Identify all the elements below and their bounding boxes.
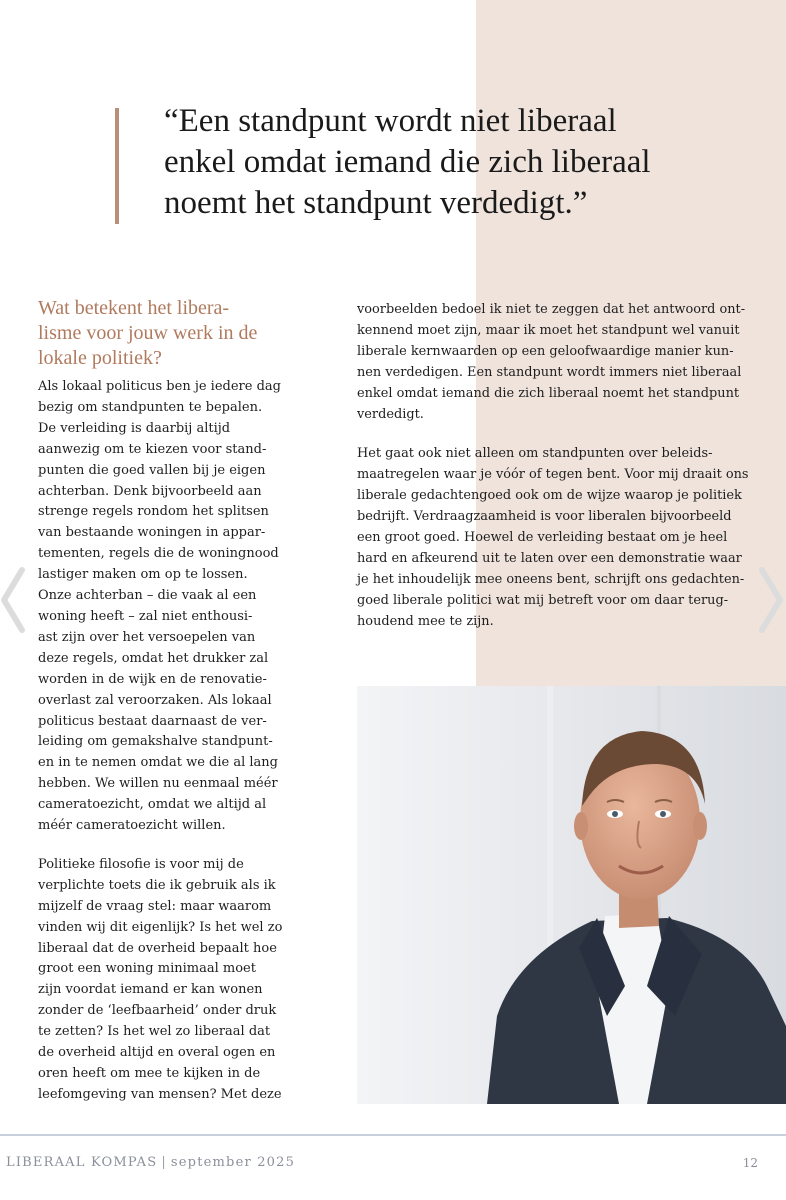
footer-magazine-info <box>6 1155 295 1170</box>
page-number: 12 <box>742 1156 758 1170</box>
portrait-photo <box>357 686 786 1104</box>
section-heading: Wat betekent het libera- lisme voor jouw werk in de lokale politiek? <box>38 297 258 369</box>
footer-divider <box>0 1134 786 1136</box>
chevron-left-icon <box>0 560 34 640</box>
magazine-name: LIBERAAL KOMPAS <box>6 1155 158 1170</box>
right-paragraph-2: Het gaat ook niet alleen om standpunten over beleids- maatregelen waar je vóór of tegen bent. Voor mij draait ons liberale gedachtengoed ook om de wijze waarop je politiek bedrijft. Verdraagzaamheid is voor liberalen bijvoorbeeld een groot goed. Hoewel de verleiding bestaat om je heel hard en afkeurend uit te laten over een demonstratie waar je het inhoudelijk mee oneens bent, schrijft ons gedachten- goed liberale politici wat mij betreft voor om daar terug- houdend mee te zijn. <box>357 446 749 629</box>
right-column <box>357 299 777 632</box>
footer-separator: | <box>161 1155 167 1170</box>
left-paragraph-2: Politieke filosofie is voor mij de verplichte toets die ik gebruik als ik mijzelf de vraag stel: maar waarom vinden wij dit eigenlijk? Is het wel zo liberaal dat de overheid bepaalt hoe groot een woning minimaal moet zijn voordat iemand er kan wonen zonder de ‘leefbaarheid’ onder druk te zetten? Is het wel zo liberaal dat de overheid altijd en overal ogen en oren heeft om mee te kijken in de leefomgeving van mensen? Met deze <box>38 856 283 1102</box>
paragraph-spacer <box>357 425 777 443</box>
paragraph-spacer <box>38 837 288 855</box>
chevron-right-icon <box>752 560 786 640</box>
portrait-illustration <box>357 686 786 1104</box>
pull-quote-bar <box>115 108 119 224</box>
left-column <box>38 296 288 1106</box>
left-paragraph-1: Als lokaal politicus ben je iedere dag bezig om standpunten te bepalen. De verleiding is daarbij altijd aanwezig om te kiezen voor stand- punten die goed vallen bij je eigen achterban. Denk bijvoorbeeld aan strenge regels rondom het splitsen van bestaande woningen in appar- tementen, regels die de woningnood lastiger maken om op te lossen. Onze achterban – die vaak al een woning heeft – zal niet enthousi- ast zijn over het versoepelen van deze regels, omdat het drukker zal worden in de wijk en de renovatie- overlast zal veroorzaken. Als lokaal politicus bestaat daarnaast de ver- leiding om gemakshalve standpunt- en in te nemen omdat we die al lang hebben. We willen nu eenmaal méér cameratoezicht, omdat we altijd al méér cameratoezicht willen. <box>38 379 281 834</box>
previous-page-button[interactable] <box>0 560 34 640</box>
right-paragraph-1: voorbeelden bedoel ik niet te zeggen dat het antwoord ont- kennend moet zijn, maar ik moet het standpunt wel vanuit liberale kernwaarden op een geloofwaardige manier kun- nen verdedigen. Een standpunt wordt immers niet liberaal enkel omdat iemand die zich liberaal noemt het standpunt verdedigt. <box>357 302 746 422</box>
pull-quote: “Een standpunt wordt niet liberaal enkel omdat iemand die zich liberaal noemt het standpunt verdedigt.” <box>164 103 651 221</box>
next-page-button[interactable] <box>752 560 786 640</box>
issue-date: september 2025 <box>170 1155 296 1170</box>
